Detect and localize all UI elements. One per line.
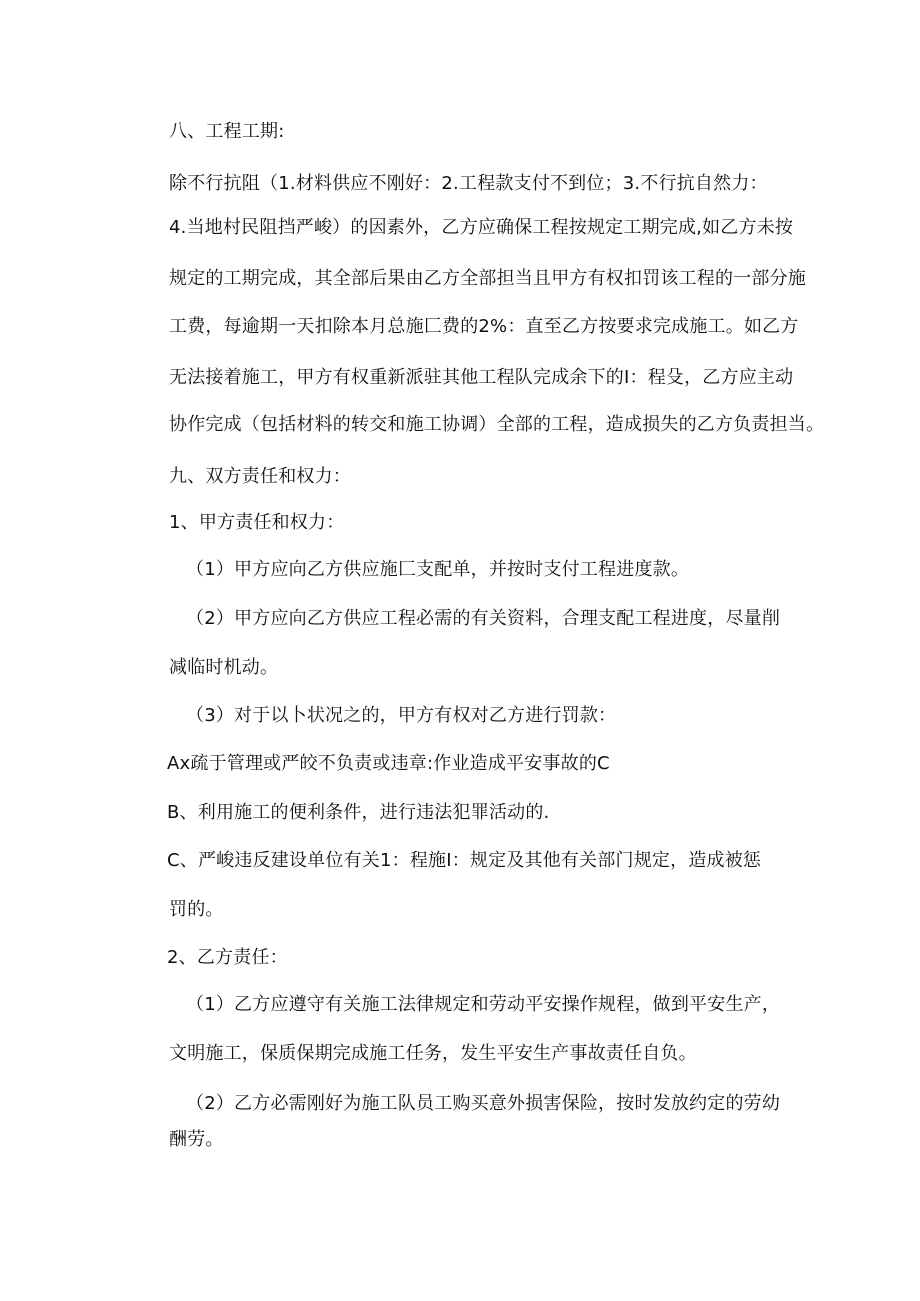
party-b-item-1-line: （1）乙方应遵守有关施工法律规定和劳动平安操作规程，做到平安生产， bbox=[186, 994, 781, 1015]
section-8-paragraph-line: 工费，每逾期一天扣除本月总施匚费的2%：直至乙方按要求完成施工。如乙方 bbox=[169, 316, 799, 337]
section-8-paragraph-line: 除不行抗阻（1.材料供应不刚好：2.工程款支付不到位；3.不行抗自然力： bbox=[169, 173, 768, 194]
party-a-item-1: （1）甲方应向乙方供应施匚支配单，并按时支付工程进度款。 bbox=[186, 559, 690, 580]
case-c-line: C、严峻违反建设单位有关1：程施I：规定及其他有关部门规定，造成被惩 bbox=[167, 850, 762, 871]
section-9-heading: 九、双方责任和权力： bbox=[169, 466, 351, 487]
section-8-heading: 八、工程工期: bbox=[169, 121, 285, 142]
case-c-line: 罚的。 bbox=[169, 899, 224, 920]
party-a-item-2-line: （2）甲方应向乙方供应工程必需的有关资料，合理支配工程进度，尽量削 bbox=[186, 608, 781, 629]
section-8-paragraph-line: 规定的工期完成，其全部后果由乙方全部担当且甲方有权扣罚该工程的一部分施 bbox=[169, 268, 806, 289]
section-8-paragraph-line: 协作完成（包括材料的转交和施工协调）全部的工程，造成损失的乙方负责担当。 bbox=[169, 414, 825, 435]
party-a-heading: 1、甲方责任和权力： bbox=[169, 512, 345, 533]
party-b-item-1-line: 文明施工，保质保期完成施工任务，发生平安生产事故责任自负。 bbox=[169, 1043, 697, 1064]
case-b: B、利用施工的便利条件，进行违法犯罪活动的. bbox=[167, 802, 550, 823]
party-b-item-2-line: （2）乙方必需刚好为施工队员工购买意外损害保险，按时发放约定的劳幼 bbox=[186, 1093, 781, 1114]
section-8-paragraph-line: 4.当地村民阻挡严峻）的因素外，乙方应确保工程按规定工期完成,如乙方未按 bbox=[169, 217, 794, 238]
case-a: Ax疏于管理或严皎不负责或违章:作业造成平安事故的C bbox=[167, 753, 610, 774]
party-a-item-2-line: 减临时机动。 bbox=[169, 657, 279, 678]
party-b-heading: 2、乙方责任： bbox=[167, 947, 288, 968]
party-b-item-2-line: 酬劳。 bbox=[169, 1129, 224, 1150]
section-8-paragraph-line: 无法接着施工，甲方有权重新派驻其他工程队完成余下的I：程殳，乙方应主动 bbox=[169, 367, 794, 388]
party-a-item-3: （3）对于以卜状况之的，甲方有权对乙方进行罚款： bbox=[186, 705, 617, 726]
